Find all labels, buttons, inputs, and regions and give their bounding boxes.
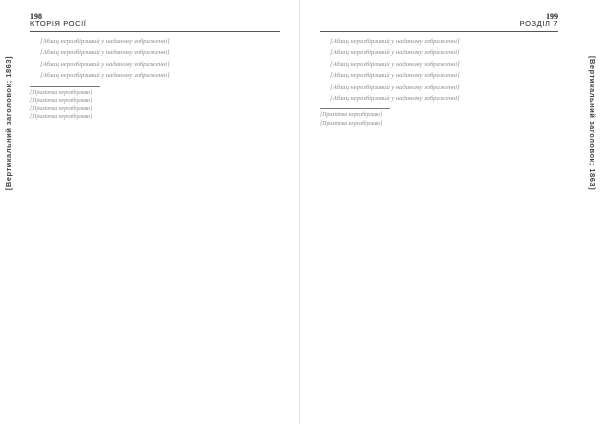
left-paragraph-4: [Абзац нерозбірливий у наданому зображенні] — [40, 72, 170, 80]
left-header-rule — [30, 31, 280, 32]
left-footnote-rule — [30, 86, 100, 87]
left-paragraph-3: [Абзац нерозбірливий у наданому зображенні] — [40, 60, 170, 68]
right-footnote-2: [Примітка нерозбірлива] — [320, 120, 383, 127]
right-paragraph-3: [Абзац нерозбірливий у наданому зображенні] — [330, 60, 460, 68]
right-header-rule — [320, 31, 558, 32]
right-footnote-1: [Примітка нерозбірлива] — [320, 112, 383, 119]
right-margin-title: [Вертикальний заголовок; 1863] — [588, 56, 597, 191]
right-page — [300, 0, 600, 424]
right-paragraph-4: [Абзац нерозбірливий у наданому зображенні] — [330, 72, 460, 80]
right-paragraph-1: [Абзац нерозбірливий у наданому зображенні] — [330, 38, 460, 45]
left-page-number: 198 — [30, 12, 42, 21]
left-margin-title: [Вертикальний заголовок; 1863] — [4, 56, 13, 191]
right-running-head: РОЗДІЛ 7 — [519, 19, 558, 28]
right-page-number: 199 — [546, 12, 558, 21]
right-body-column — [320, 38, 558, 129]
right-paragraph-2: [Абзац нерозбірливий у наданому зображенні] — [330, 49, 460, 57]
left-running-head: КТОРІЯ РОСІЇ — [30, 19, 87, 28]
left-footnote-2: [Примітка нерозбірлива] — [30, 97, 93, 104]
left-page-header — [30, 12, 280, 34]
left-body-column — [30, 38, 280, 122]
left-paragraph-1: [Абзац нерозбірливий у наданому зображенні] — [40, 38, 170, 45]
right-page-header — [320, 12, 558, 34]
right-paragraph-5: [Абзац нерозбірливий у наданому зображенні] — [330, 83, 460, 91]
left-footnote-4: [Примітка нерозбірлива] — [30, 114, 93, 121]
right-footnote-rule — [320, 108, 390, 109]
right-paragraph-6: [Абзац нерозбірливий у наданому зображенні] — [330, 95, 460, 103]
left-footnote-1: [Примітка нерозбірлива] — [30, 89, 93, 96]
left-paragraph-2: [Абзац нерозбірливий у наданому зображенні] — [40, 49, 170, 57]
left-footnote-3: [Примітка нерозбірлива] — [30, 106, 93, 113]
